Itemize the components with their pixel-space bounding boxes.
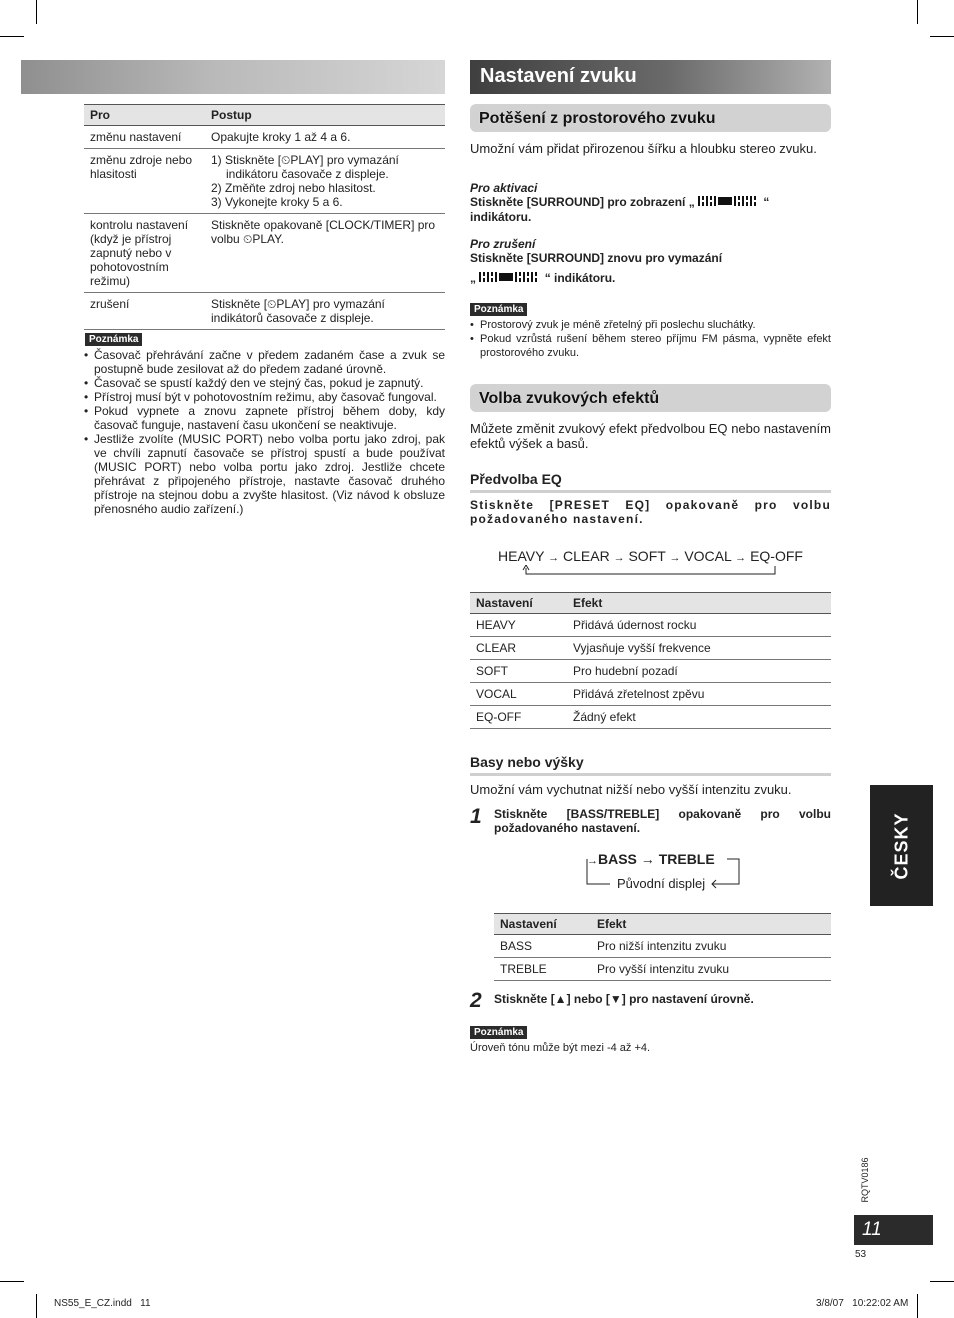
- col-header: Postup: [205, 105, 445, 126]
- table-cell-line: 1) Stiskněte [⏲PLAY] pro vymazání indikátoru časovače z displeje.: [211, 153, 399, 181]
- crop-mark: [917, 1294, 918, 1318]
- loop-arrow-icon: [520, 565, 780, 579]
- table-row: [494, 958, 831, 981]
- table-cell: [205, 149, 445, 214]
- eq-step: EQ-OFF: [750, 548, 803, 564]
- col-header: Pro: [84, 105, 205, 126]
- table-cell: Vyjasňuje vyšší frekvence: [567, 637, 831, 660]
- bass-step: TREBLE: [658, 851, 715, 867]
- table-row: [470, 614, 831, 637]
- note-item: • Časovač přehrávání začne v předem zadaném čase a zvuk se postupně bude zesilovat až do předem zadané úrovně.: [94, 348, 445, 376]
- eq-table: [470, 592, 831, 729]
- table-cell-line: 2) Změňte zdroj nebo hlasitost.: [211, 181, 376, 195]
- note-label: Poznámka: [470, 1026, 527, 1039]
- note-label: Poznámka: [85, 333, 142, 346]
- cancel-label: Pro zrušení: [470, 237, 536, 251]
- tone-note: Úroveň tónu může být mezi -4 až +4.: [470, 1042, 651, 1054]
- crop-mark: [0, 1281, 24, 1282]
- table-cell-line: 3) Vykonejte kroky 5 a 6.: [211, 195, 343, 209]
- arrow-right-icon: →: [587, 855, 598, 867]
- eq-step: SOFT: [628, 548, 666, 564]
- bass-step: BASS: [598, 851, 637, 867]
- arrow-right-icon: →: [669, 552, 681, 564]
- bass-loop-icon: [584, 855, 744, 889]
- table-cell: EQ-OFF: [470, 706, 567, 729]
- activate-label: Pro aktivaci: [470, 181, 538, 195]
- table-cell: zrušení: [84, 293, 205, 330]
- divider: [470, 773, 831, 776]
- cancel-instruction: [470, 251, 831, 286]
- cancel-text: “ indikátoru.: [544, 271, 616, 285]
- table-cell: Přidává údernost rocku: [567, 614, 831, 637]
- language-tab: [870, 785, 933, 906]
- cancel-text: Stiskněte [SURROUND] znovu pro vymazání: [470, 251, 723, 265]
- section-heading-surround: Potěšení z prostorového zvuku: [470, 104, 831, 132]
- table-cell: změnu nastavení: [84, 126, 205, 149]
- table-row: [494, 935, 831, 958]
- arrow-right-icon: →: [613, 552, 625, 564]
- table-row: [84, 126, 445, 149]
- table-cell: změnu zdroje nebo hlasitosti: [84, 149, 205, 214]
- note-item: • Pokud vypnete a znovu zapnete přístroj během doby, kdy časovač funguje, nastavení času ukončení se neaktivuje.: [94, 404, 445, 432]
- arrow-right-icon: →: [548, 552, 560, 564]
- note-item: • Přístroj musí být v pohotovostním režimu, aby časovač fungoval.: [94, 390, 445, 404]
- table-cell: Stiskněte [⏲PLAY] pro vymazání indikátorů časovače z displeje.: [205, 293, 445, 330]
- col-header: Nastavení: [470, 593, 567, 614]
- section-heading-effects: Volba zvukových efektů: [470, 384, 831, 412]
- col-header: Nastavení: [494, 914, 591, 935]
- table-cell: Přidává zřetelnost zpěvu: [567, 683, 831, 706]
- table-cell: CLEAR: [470, 637, 567, 660]
- table-cell: Žádný efekt: [567, 706, 831, 729]
- page-title: Nastavení zvuku: [470, 60, 831, 94]
- timer-table: [84, 104, 445, 330]
- arrow-right-icon: →: [735, 552, 747, 564]
- table-row: [470, 660, 831, 683]
- crop-mark: [930, 36, 954, 37]
- table-cell: VOCAL: [470, 683, 567, 706]
- eq-sequence: [470, 548, 831, 564]
- footer-timestamp: 3/8/07 10:22:02 AM: [816, 1298, 909, 1309]
- activate-instruction: [470, 195, 831, 224]
- step-number: 1: [470, 805, 482, 828]
- table-row: [470, 706, 831, 729]
- table-cell: Pro vyšší intenzitu zvuku: [591, 958, 831, 981]
- effects-intro: Můžete změnit zvukový efekt předvolbou EQ nebo nastavením efektů výšek a basů.: [470, 421, 831, 451]
- surround-indicator-icon: [479, 271, 541, 286]
- surround-notes: [470, 318, 831, 360]
- table-row: [84, 293, 445, 330]
- note-label: Poznámka: [470, 303, 527, 316]
- col-header: Efekt: [567, 593, 831, 614]
- step-1-text: Stiskněte [BASS/TREBLE] opakovaně pro volbu požadovaného nastavení.: [494, 807, 831, 835]
- bass-return: Původní displej: [617, 876, 706, 891]
- table-cell: BASS: [494, 935, 591, 958]
- bass-heading: Basy nebo výšky: [470, 754, 584, 770]
- crop-mark: [36, 0, 37, 24]
- eq-step: CLEAR: [563, 548, 610, 564]
- note-item: • Pokud vzrůstá rušení během stereo příjmu FM pásma, vypněte efekt prostorového zvuku.: [480, 332, 831, 360]
- table-cell: Opakujte kroky 1 až 4 a 6.: [205, 126, 445, 149]
- activate-text: “ indikátoru.: [470, 195, 770, 225]
- crop-mark: [0, 36, 24, 37]
- table-cell: Stiskněte opakovaně [CLOCK/TIMER] pro volbu ⏲PLAY.: [205, 214, 445, 293]
- doc-code: [859, 1154, 871, 1206]
- language-tab-label: ČESKY: [891, 811, 911, 880]
- left-header-bar: [21, 60, 445, 94]
- doc-code-text: RQTV0186: [860, 1157, 870, 1203]
- eq-instruction: Stiskněte [PRESET EQ] opakovaně pro volbu požadovaného nastavení.: [470, 498, 831, 526]
- left-notes: [84, 348, 445, 516]
- bass-table: [494, 913, 831, 981]
- activate-text: Stiskněte [SURROUND] pro zobrazení „: [470, 195, 695, 209]
- table-cell: TREBLE: [494, 958, 591, 981]
- cancel-text: „: [470, 271, 476, 285]
- step-number: 2: [470, 989, 482, 1012]
- table-row: [470, 637, 831, 660]
- note-item: • Prostorový zvuk je méně zřetelný při poslechu sluchátky.: [480, 318, 831, 332]
- footer-file: NS55_E_CZ.indd 11: [54, 1298, 151, 1309]
- crop-mark: [930, 1281, 954, 1282]
- table-row: [84, 149, 445, 214]
- surround-indicator-icon: [698, 195, 760, 210]
- divider: [470, 490, 831, 493]
- bass-intro: Umožní vám vychutnat nižší nebo vyšší intenzitu zvuku.: [470, 782, 792, 797]
- table-row: [84, 214, 445, 293]
- eq-step: VOCAL: [684, 548, 732, 564]
- surround-intro: Umožní vám přidat přirozenou šířku a hloubku stereo zvuku.: [470, 141, 817, 156]
- page-number: 11: [854, 1215, 933, 1245]
- table-cell: SOFT: [470, 660, 567, 683]
- col-header: Efekt: [591, 914, 831, 935]
- eq-heading: Předvolba EQ: [470, 471, 562, 487]
- table-cell: Pro nižší intenzitu zvuku: [591, 935, 831, 958]
- table-cell: kontrolu nastavení (když je přístroj zapnutý nebo v pohotovostním režimu): [84, 214, 205, 293]
- step-2-text: Stiskněte [▲] nebo [▼] pro nastavení úrovně.: [494, 992, 754, 1006]
- arrow-right-icon: →: [640, 851, 655, 867]
- table-cell: HEAVY: [470, 614, 567, 637]
- note-item: • Časovač se spustí každý den ve stejný čas, pokud je zapnutý.: [94, 376, 445, 390]
- crop-mark: [917, 0, 918, 24]
- page-sub-number: 53: [855, 1249, 867, 1260]
- table-row: [470, 683, 831, 706]
- crop-mark: [36, 1294, 37, 1318]
- eq-step: HEAVY: [498, 548, 545, 564]
- note-item: • Jestliže zvolíte (MUSIC PORT) nebo volba portu jako zdroj, pak ve chvíli zapnutí časovače se přístroj spustí a bude používat (MUSIC PORT) nebo volba portu jako zdroj. Jestliže chcete přehrávat z připojeného přístroje, nastavte časovač druhého přístroje na stejnou dobu a zvyšte hlasitost. (Viz návod k obsluze přenosného audio zařízení.): [94, 432, 445, 516]
- table-cell: Pro hudební pozadí: [567, 660, 831, 683]
